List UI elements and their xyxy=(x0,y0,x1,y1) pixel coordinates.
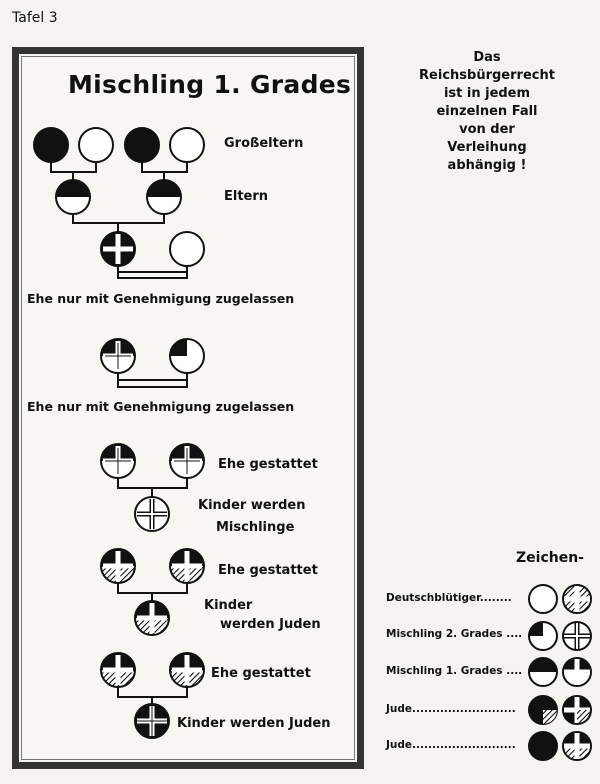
jew-child-cross-circle xyxy=(135,704,169,738)
label-grandparents: Großeltern xyxy=(224,136,304,151)
couple-connector xyxy=(118,478,187,488)
hatched-jew-cross-circle xyxy=(101,549,135,583)
diagram-title: Mischling 1. Grades xyxy=(68,70,352,99)
note-line: Verleihung xyxy=(447,140,527,155)
couple-connector xyxy=(118,266,187,272)
legend-item-label: Mischling 2. Grades .... xyxy=(386,628,523,640)
legend-item-label: Jude.......................... xyxy=(386,739,516,751)
plate-number: Tafel 3 xyxy=(12,10,58,26)
note-line: Das xyxy=(473,50,501,65)
jew-circle xyxy=(125,128,159,162)
legend-item-label: Deutschblütiger........ xyxy=(386,592,512,604)
mischling-1-cross-circle xyxy=(170,444,204,478)
note-line: ist in jedem xyxy=(443,86,531,101)
mischling-1-cross-circle xyxy=(101,339,135,373)
note-line: von der xyxy=(459,122,515,137)
german-blood-circle xyxy=(170,128,204,162)
couple-connector xyxy=(51,162,96,172)
couple-connector xyxy=(118,687,187,697)
mischling-1-circle xyxy=(56,180,90,214)
mischling-child-cross-circle xyxy=(135,497,169,531)
legend-item-label: Mischling 1. Grades .... xyxy=(386,665,523,677)
hatched-jew-cross-circle xyxy=(170,653,204,687)
jew-cross-circle xyxy=(101,232,135,266)
label-children: Mischlinge xyxy=(216,520,295,535)
legend-title: Zeichen- xyxy=(516,550,584,566)
label-children: werden Juden xyxy=(220,617,321,632)
mischling-1-circle xyxy=(147,180,181,214)
jew-circle xyxy=(34,128,68,162)
german-blood-circle xyxy=(170,232,204,266)
hatched-jew-cross-circle xyxy=(170,549,204,583)
hatched-jew-cross-circle xyxy=(135,601,169,635)
german-blood-circle xyxy=(79,128,113,162)
couple-connector xyxy=(142,162,187,172)
note-line: einzelnen Fall xyxy=(436,104,538,119)
label-marriage-allowed: Ehe gestattet xyxy=(211,666,311,681)
label-children: Kinder werden xyxy=(198,498,306,513)
couple-connector xyxy=(118,373,187,380)
mischling-1-cross-circle xyxy=(101,444,135,478)
label-marriage-allowed: Ehe gestattet xyxy=(218,563,318,578)
legend-symbols xyxy=(529,585,591,760)
label-marriage-allowed: Ehe gestattet xyxy=(218,457,318,472)
label-children: Kinder werden Juden xyxy=(177,716,331,731)
couple-connector xyxy=(118,583,187,593)
label-marriage-permission: Ehe nur mit Genehmigung zugelassen xyxy=(27,291,295,306)
label-marriage-permission: Ehe nur mit Genehmigung zugelassen xyxy=(27,399,295,414)
legend-item-label: Jude.......................... xyxy=(386,703,516,715)
hatched-jew-cross-circle xyxy=(101,653,135,687)
mischling-2-circle xyxy=(170,339,204,373)
note-line: Reichsbürgerrecht xyxy=(419,68,555,83)
label-parents: Eltern xyxy=(224,189,269,204)
citizenship-note xyxy=(412,49,562,175)
label-children: Kinder xyxy=(204,598,253,613)
note-line: abhängig ! xyxy=(447,158,527,173)
couple-connector xyxy=(73,214,164,223)
